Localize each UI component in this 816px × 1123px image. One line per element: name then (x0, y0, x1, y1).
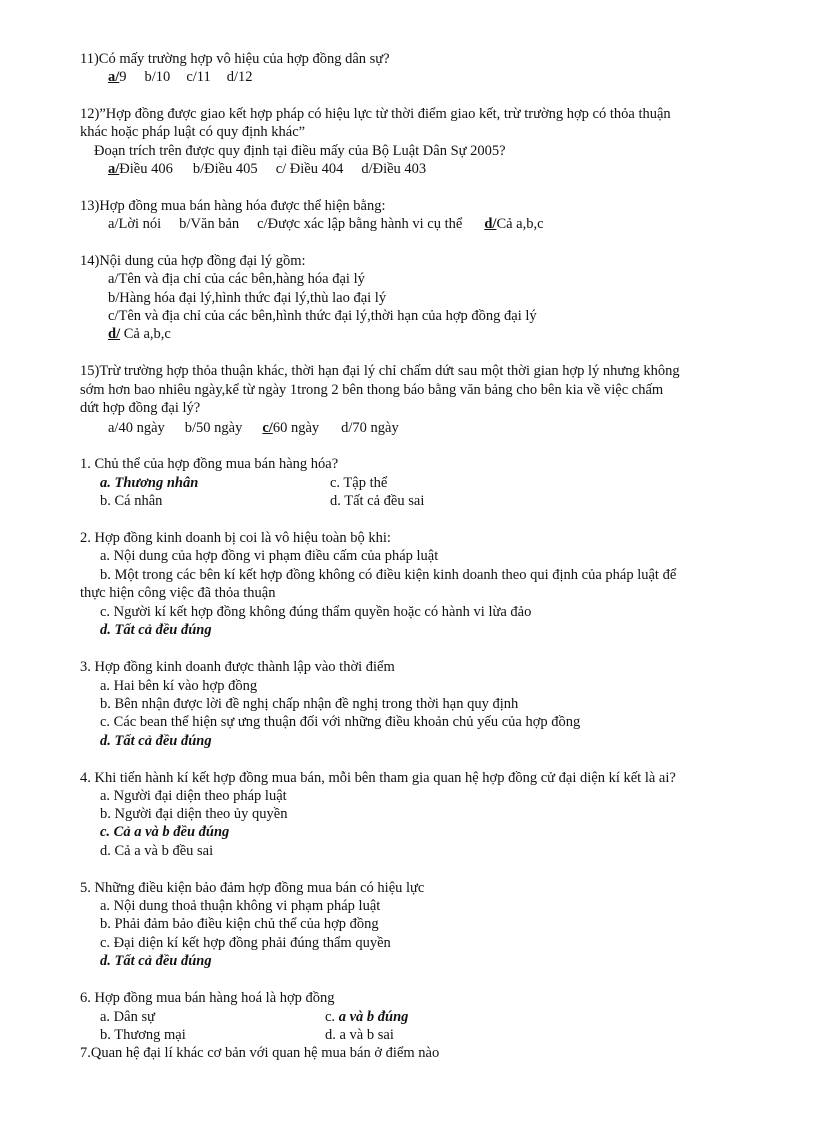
m2-option-b-line-2: thực hiện công việc đã thỏa thuận (80, 585, 276, 601)
m3-option-d: d. Tất cả đều đúng (100, 733, 212, 749)
q13-option-c: c/Được xác lập bằng hành vi cụ thể (257, 216, 463, 232)
q15-line-2: sớm hơn bao nhiêu ngày,kể từ ngày 1trong 2 bên thong báo bằng văn bảng cho bên kia về việc chấm (80, 382, 664, 398)
q15-option-c: 60 ngày (272, 420, 320, 436)
m4-option-a: a. Người đại diện theo pháp luật (100, 788, 287, 804)
q11-option-a: 9 (119, 69, 127, 85)
q14-option-d: Cả a,b,c (120, 326, 171, 342)
q11-options (108, 68, 253, 86)
q12-line-3: Đoạn trích trên được quy định tại điều mấy của Bộ Luật Dân Sự 2005? (94, 143, 506, 159)
q11-option-a-marker: a/ (108, 69, 120, 85)
q15-option-a: a/40 ngày (108, 420, 165, 436)
m3-option-a: a. Hai bên kí vào hợp đồng (100, 678, 258, 694)
q11-option-c: c/11 (186, 69, 211, 85)
q12-options (108, 160, 426, 178)
m6-option-c-row (325, 1008, 408, 1026)
m5-option-d: d. Tất cả đều đúng (100, 953, 212, 969)
m3-question: 3. Hợp đồng kinh doanh được thành lập vào thời điểm (80, 659, 395, 675)
q11-option-b: b/10 (144, 69, 171, 85)
q13-options (108, 215, 544, 233)
q14-option-b: b/Hàng hóa đại lý,hình thức đại lý,thù lao đại lý (108, 290, 387, 306)
m1-option-a: a. Thương nhân (100, 475, 199, 491)
q13-option-d-marker: d/ (484, 216, 497, 232)
m1-question: 1. Chủ thể của hợp đồng mua bán hàng hóa? (80, 456, 339, 472)
q15-option-b: b/50 ngày (184, 420, 243, 436)
q14-option-d-marker: d/ (108, 326, 121, 342)
m4-question: 4. Khi tiến hành kí kết hợp đồng mua bán, mỗi bên tham gia quan hệ hợp đồng cử đại diện kí kết là ai? (80, 770, 676, 786)
q12-option-d: d/Điều 403 (361, 161, 427, 177)
q12-option-a: Điều 406 (119, 161, 173, 177)
q14-option-c: c/Tên và địa chỉ của các bên,hình thức đại lý,thời hạn của hợp đồng đại lý (108, 308, 537, 324)
m2-option-a: a. Nội dung của hợp đồng vi phạm điều cấm của pháp luật (100, 548, 439, 564)
m6-option-a: a. Dân sự (100, 1009, 155, 1025)
m3-option-c: c. Các bean thể hiện sự ưng thuận đối với những điều khoản chủ yếu của hợp đồng (100, 714, 581, 730)
q15-line-3: dứt hợp đồng đại lý? (80, 400, 201, 416)
q15-options (108, 419, 399, 437)
q15-line-1: 15)Trừ trường hợp thỏa thuận khác, thời hạn đại lý chỉ chấm dứt sau một thời gian hợp lý nhưng không (80, 363, 680, 379)
q12-line-2: khác hoặc pháp luật có quy định khác” (80, 124, 306, 140)
m1-option-d: d. Tất cả đều sai (330, 493, 425, 509)
q15-option-c-marker: c/ (262, 420, 273, 436)
q13-option-a: a/Lời nói (108, 216, 162, 232)
q11-option-d: d/12 (226, 69, 253, 85)
m2-question: 2. Hợp đồng kinh doanh bị coi là vô hiệu toàn bộ khi: (80, 530, 391, 546)
q12-option-b: b/Điều 405 (192, 161, 258, 177)
q11-question: 11)Có mấy trường hợp vô hiệu của hợp đồng dân sự? (80, 51, 390, 67)
q12-line-1: 12)”Hợp đồng được giao kết hợp pháp có hiệu lực từ thời điểm giao kết, trừ trường hợp có thỏa thuận (80, 106, 671, 122)
m3-option-b: b. Bên nhận được lời đề nghị chấp nhận đề nghị trong thời hạn quy định (100, 696, 519, 712)
q13-question: 13)Hợp đồng mua bán hàng hóa được thể hiện bằng: (80, 198, 386, 214)
m6-option-c-prefix: c. (325, 1009, 339, 1025)
q13-option-b: b/Văn bản (179, 216, 240, 232)
q14-option-a: a/Tên và địa chỉ của các bên,hàng hóa đại lý (108, 271, 365, 287)
m1-option-b: b. Cá nhân (100, 493, 163, 509)
q14-option-d-row (108, 325, 171, 343)
q12-option-a-marker: a/ (108, 161, 120, 177)
m4-option-b: b. Người đại diện theo ủy quyền (100, 806, 288, 822)
m4-option-c: c. Cả a và b đều đúng (100, 824, 230, 840)
m5-option-b: b. Phải đảm bảo điều kiện chủ thể của hợp đồng (100, 916, 379, 932)
q14-question: 14)Nội dung của hợp đồng đại lý gồm: (80, 253, 306, 269)
m2-option-c: c. Người kí kết hợp đồng không đúng thẩm quyền hoặc có hành vi lừa đảo (100, 604, 532, 620)
q12-option-c: c/ Điều 404 (275, 161, 344, 177)
m6-option-b: b. Thương mại (100, 1027, 186, 1043)
m5-option-a: a. Nội dung thoả thuận không vi phạm pháp luật (100, 898, 381, 914)
m2-option-b-line-1: b. Một trong các bên kí kết hợp đồng không có điều kiện kinh doanh theo qui định của pháp luật để (100, 567, 677, 583)
m6-option-d: d. a và b sai (325, 1027, 394, 1043)
m5-question: 5. Những điều kiện bảo đảm hợp đồng mua bán có hiệu lực (80, 880, 425, 896)
m6-question: 6. Hợp đồng mua bán hàng hoá là hợp đồng (80, 990, 335, 1006)
m2-option-d: d. Tất cả đều đúng (100, 622, 212, 638)
m5-option-c: c. Đại diện kí kết hợp đồng phải đúng thẩm quyền (100, 935, 391, 951)
q13-option-d: Cả a,b,c (496, 216, 544, 232)
m6-option-c: a và b đúng (338, 1009, 409, 1025)
m7-question: 7.Quan hệ đại lí khác cơ bản với quan hệ mua bán ở điểm nào (80, 1045, 440, 1061)
q15-option-d: d/70 ngày (341, 420, 399, 436)
m1-option-c: c. Tập thể (330, 475, 388, 491)
m4-option-d: d. Cả a và b đều sai (100, 843, 214, 859)
